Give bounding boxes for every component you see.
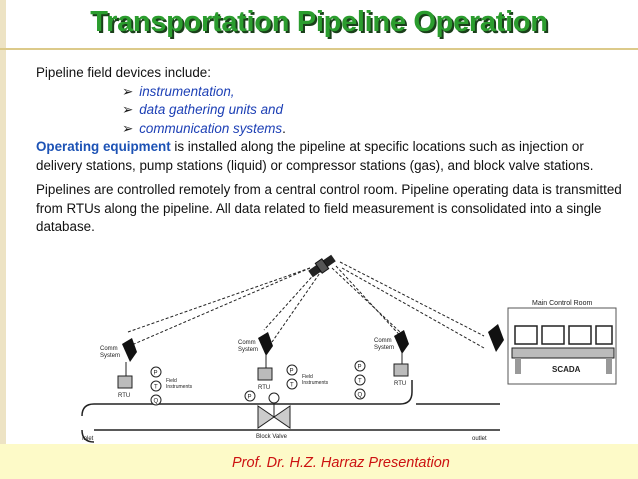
main-control-room: [488, 300, 616, 384]
operating-equipment-paragraph: Operating equipment is installed along the pipeline at specific locations such as injection or delivery stations, pump stations (liquid) or compressor stations (gas), and block valve stations.: [36, 139, 594, 173]
svg-text:Q: Q: [357, 392, 363, 399]
control-paragraph: Pipelines are controlled remotely from a central control room. Pipeline operating data is transmitted from RTUs along the pipeline. All data related to field measurement is consolidated into a single database.: [36, 182, 622, 234]
svg-text:P: P: [153, 370, 158, 377]
scada-label: SCADA: [552, 365, 581, 374]
svg-text:System: System: [374, 345, 395, 351]
svg-text:RTU: RTU: [394, 381, 407, 387]
field-station: [100, 338, 193, 405]
svg-text:Instruments: Instruments: [166, 384, 193, 390]
block-valve-label: Block Valve: [256, 434, 287, 440]
footer-credit: Prof. Dr. H.Z. Harraz Presentation: [232, 455, 450, 471]
signal-beams: [128, 262, 484, 348]
svg-text:System: System: [238, 347, 259, 353]
arrow-bullet-icon: ➢: [122, 120, 134, 136]
svg-text:P: P: [247, 394, 252, 401]
svg-text:T: T: [154, 384, 158, 391]
arrow-bullet-icon: ➢: [122, 102, 134, 117]
bullet-list: [36, 83, 628, 139]
svg-text:Q: Q: [153, 398, 159, 405]
svg-text:T: T: [290, 382, 294, 389]
svg-text:Field: Field: [302, 374, 313, 380]
antenna-icon: [122, 338, 137, 362]
svg-text:Comm: Comm: [238, 340, 256, 346]
svg-text:P: P: [289, 368, 294, 375]
svg-text:T: T: [358, 378, 362, 385]
block-valve-icon: [258, 393, 290, 428]
inlet-label: Inlet: [82, 436, 94, 442]
title-divider: [0, 48, 638, 50]
antenna-icon: [258, 332, 273, 356]
svg-text:P: P: [357, 364, 362, 371]
intro-text: Pipeline field devices include:: [36, 65, 211, 80]
rtu-box: [394, 364, 408, 376]
bullet-item: ➢ communication systems.: [122, 120, 286, 136]
svg-text:System: System: [100, 353, 121, 359]
bullet-item: ➢ data gathering units and: [122, 102, 283, 117]
control-room-label: Main Control Room: [532, 300, 593, 307]
satellite-icon: [307, 253, 337, 279]
field-station: [355, 330, 409, 399]
slide-title: Transportation Pipeline Operation: [90, 6, 548, 38]
svg-text:Comm: Comm: [374, 338, 392, 344]
slide-body: [36, 64, 628, 237]
svg-text:Comm: Comm: [100, 346, 118, 352]
svg-text:RTU: RTU: [258, 385, 271, 391]
svg-text:RTU: RTU: [118, 393, 131, 399]
field-station: [238, 332, 329, 401]
svg-text:Field: Field: [166, 378, 177, 384]
bullet-item: ➢ instrumentation,: [122, 83, 235, 99]
operating-equipment-term: Operating equipment: [36, 139, 171, 154]
scada-pipeline-diagram: [60, 244, 620, 444]
outlet-label: outlet: [472, 436, 487, 442]
rtu-box: [258, 368, 272, 380]
left-decorative-band: [0, 0, 6, 479]
rtu-box: [118, 376, 132, 388]
arrow-bullet-icon: ➢: [122, 83, 134, 99]
antenna-icon: [394, 330, 409, 354]
dish-antenna-icon: [488, 324, 504, 352]
svg-text:Instruments: Instruments: [302, 380, 329, 386]
